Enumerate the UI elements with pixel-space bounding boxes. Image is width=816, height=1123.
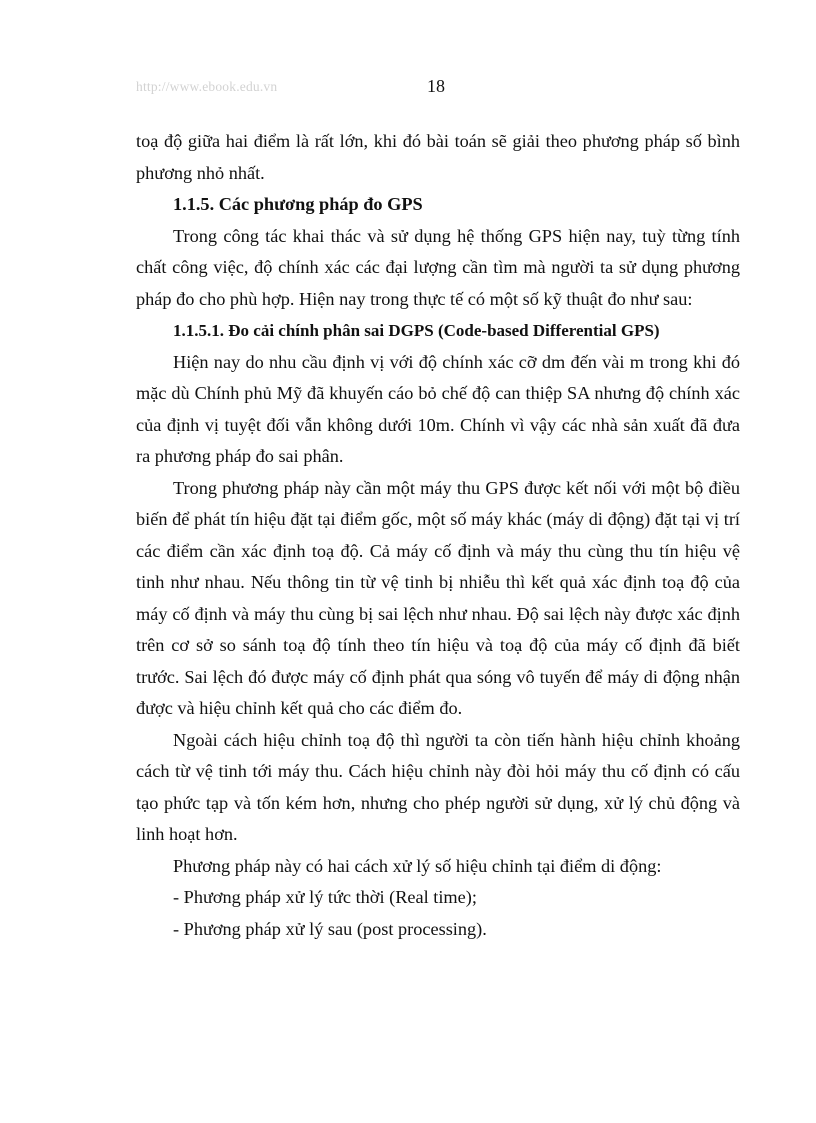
body-paragraph: Phương pháp này có hai cách xử lý số hiệu chỉnh tại điểm di động:: [173, 855, 662, 876]
body-paragraph: Trong phương pháp này cần một máy thu GPS được kết nối với một bộ điều biến để phát tín hiệu đặt tại điểm gốc, một số máy khác (máy di động) đặt tại vị trí các điểm cần xác định toạ độ. Cả máy cố định và máy thu cùng thu tín hiệu vệ tinh như nhau. Nếu thông tin từ vệ tinh bị nhiễu thì kết quả xác định toạ độ của máy cố định và máy thu cùng bị sai lệch như nhau. Độ sai lệch này được xác định trên cơ sở so sánh toạ độ tính theo tín hiệu và toạ độ của máy cố định đã biết trước. Sai lệch đó được máy cố định phát qua sóng vô tuyến để máy di động nhận được và hiệu chỉnh kết quả cho các điểm đo.: [136, 477, 740, 718]
list-item: - Phương pháp xử lý tức thời (Real time);: [173, 887, 477, 907]
body-paragraph: Ngoài cách hiệu chỉnh toạ độ thì người ta còn tiến hành hiệu chỉnh khoảng cách từ vệ tinh tới máy thu. Cách hiệu chỉnh này đòi hỏi máy thu cố định có cấu tạo phức tạp và tốn kém hơn, nhưng cho phép người sử dụng, xử lý chủ động và linh hoạt hơn.: [136, 729, 740, 844]
subsection-heading: 1.1.5.1. Đo cải chính phân sai DGPS (Code-based Differential GPS): [173, 321, 660, 340]
watermark-url: http://www.ebook.edu.vn: [136, 79, 278, 94]
page-number: 18: [427, 76, 445, 96]
continuation-paragraph: toạ độ giữa hai điểm là rất lớn, khi đó bài toán sẽ giải theo phương pháp số bình phương nhỏ nhất.: [136, 131, 740, 183]
body-paragraph: Hiện nay do nhu cầu định vị với độ chính xác cỡ dm đến vài m trong khi đó mặc dù Chính phủ Mỹ đã khuyến cáo bỏ chế độ can thiệp SA nhưng độ chính xác của định vị tuyệt đối vẫn không dưới 10m. Chính vì vậy các nhà sản xuất đã đưa ra phương pháp đo sai phân.: [136, 351, 740, 466]
list-item: - Phương pháp xử lý sau (post processing).: [173, 918, 487, 939]
page-body: [136, 126, 740, 945]
section-intro-paragraph: Trong công tác khai thác và sử dụng hệ thống GPS hiện nay, tuỳ từng tính chất công việc, độ chính xác các đại lượng cần tìm mà người ta sử dụng phương pháp đo cho phù hợp. Hiện nay trong thực tế có một số kỹ thuật đo như sau:: [136, 225, 740, 309]
section-heading: 1.1.5. Các phương pháp đo GPS: [173, 194, 423, 214]
page-header: [0, 76, 816, 100]
